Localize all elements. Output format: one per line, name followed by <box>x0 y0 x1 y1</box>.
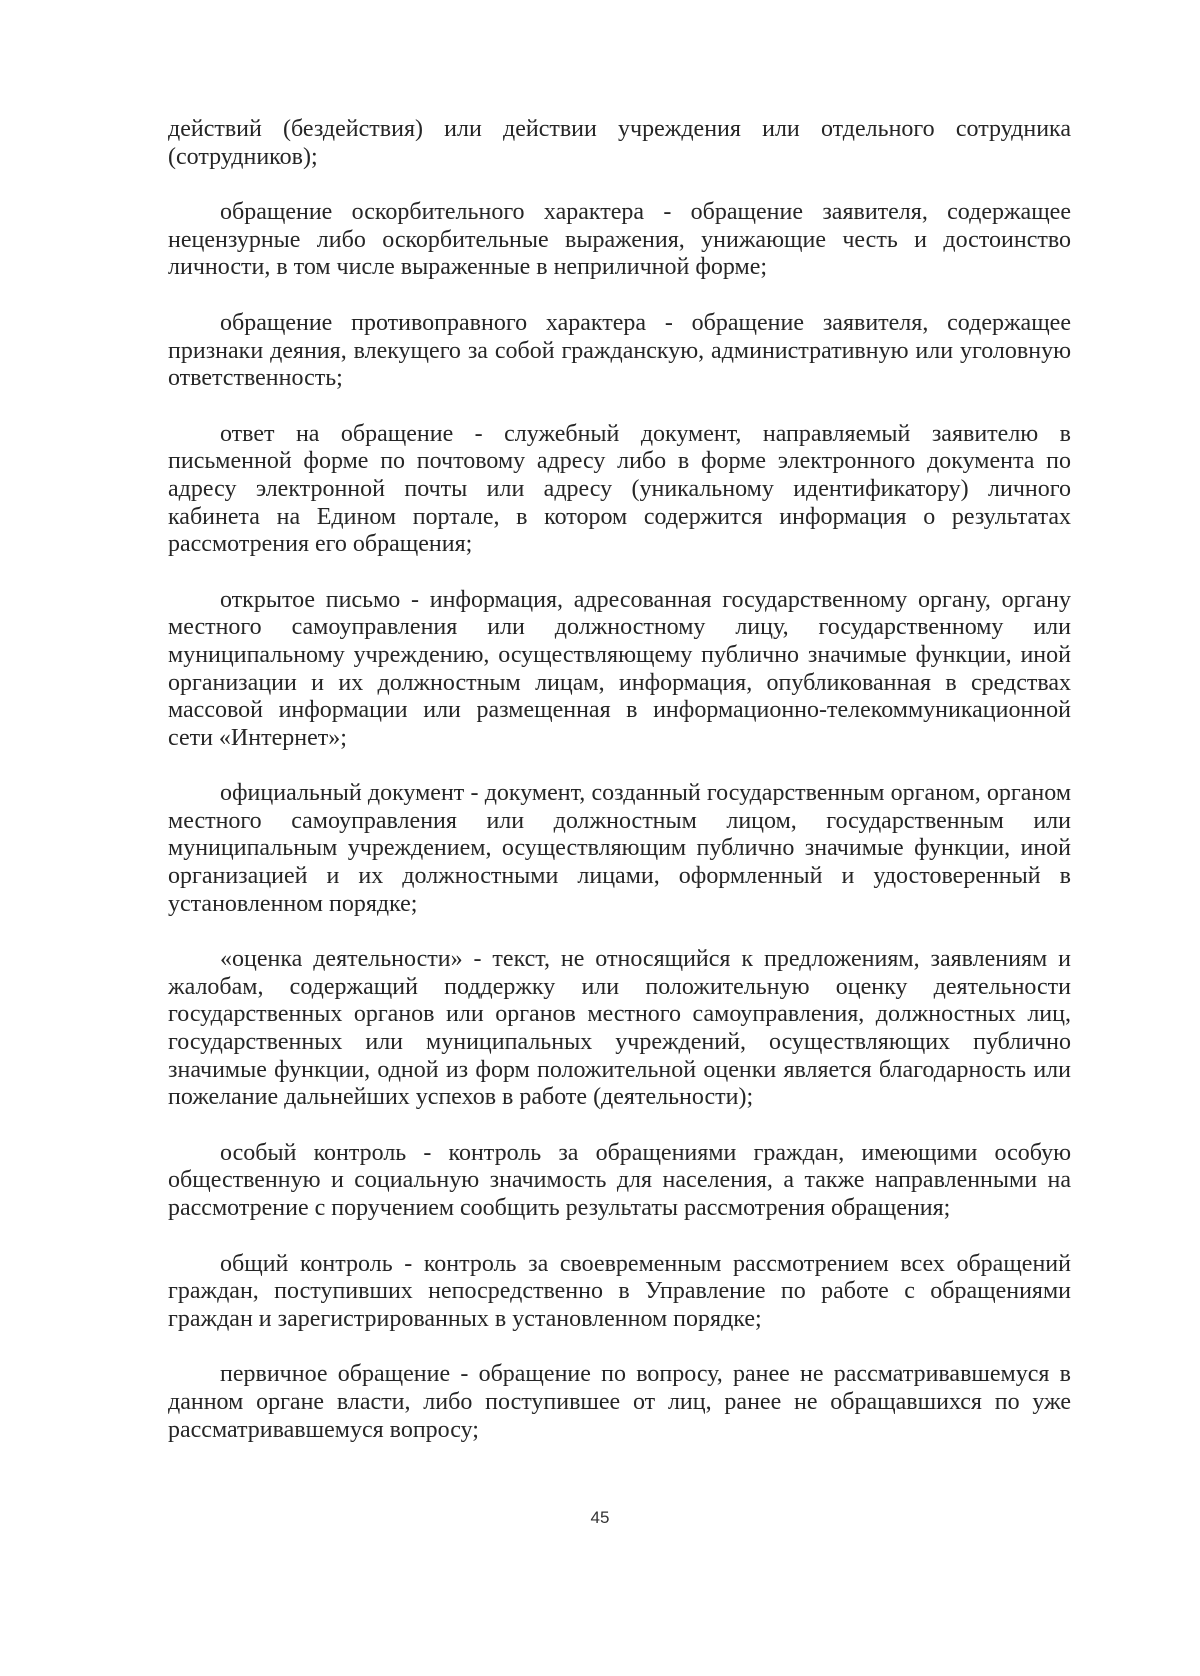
paragraph-offensive-appeal: обращение оскорбительного характера - обращение заявителя, содержащее нецензурные либо оскорбительные выражения, унижающие честь и достоинство личности, в том числе выраженные в неприличной форме; <box>168 199 1071 281</box>
paragraph-open-letter: открытое письмо - информация, адресованная государственному органу, органу местного самоуправления или должностному лицу, государственному или муниципальному учреждению, осуществляющему публично значимые функции, иной организации и их должностным лицам, информация, опубликованная в средствах массовой информации или размещенная в информационно-телекоммуникационной сети «Интернет»; <box>168 586 1071 751</box>
paragraph-special-control: особый контроль - контроль за обращениями граждан, имеющими особую общественную и социальную значимость для населения, а также направленными на рассмотрение с поручением сообщить результаты рассмотрения обращения; <box>168 1139 1071 1221</box>
paragraph-primary-appeal: первичное обращение - обращение по вопросу, ранее не рассматривавшемуся в данном органе власти, либо поступившее от лиц, ранее не обращавшихся по уже рассматривавшемуся вопросу; <box>168 1361 1071 1443</box>
paragraph-activity-assessment: «оценка деятельности» - текст, не относящийся к предложениям, заявлениям и жалобам, содержащий поддержку или положительную оценку деятельности государственных органов или органов местного самоуправления, должностных лиц, государственных или муниципальных учреждений, осуществляющих публично значимые функции, одной из форм положительной оценки является благодарность или пожелание дальнейших успехов в работе (деятельности); <box>168 946 1071 1111</box>
paragraph-official-document: официальный документ - документ, созданный государственным органом, органом местного самоуправления или должностным лицом, государственным или муниципальным учреждением, осуществляющим публично значимые функции, иной организацией и их должностными лицами, оформленный и удостоверенный в установленном порядке; <box>168 780 1071 917</box>
paragraph-general-control: общий контроль - контроль за своевременным рассмотрением всех обращений граждан, поступивших непосредственно в Управление по работе с обращениями граждан и зарегистрированных в установленном порядке; <box>168 1250 1071 1332</box>
paragraph-unlawful-appeal: обращение противоправного характера - обращение заявителя, содержащее признаки деяния, влекущего за собой гражданскую, административную или уголовную ответственность; <box>168 309 1071 392</box>
document-body <box>168 116 1071 1472</box>
paragraph-continuation: действий (бездействия) или действии учреждения или отдельного сотрудника (сотрудников); <box>168 116 1071 170</box>
paragraph-reply-to-appeal: ответ на обращение - служебный документ, направляемый заявителю в письменной форме по почтовому адресу либо в форме электронного документа по адресу электронной почты или адресу (уникальному идентификатору) личного кабинета на Едином портале, в котором содержится информация о результатах рассмотрения его обращения; <box>168 420 1071 558</box>
page-number: 45 <box>590 1508 610 1527</box>
